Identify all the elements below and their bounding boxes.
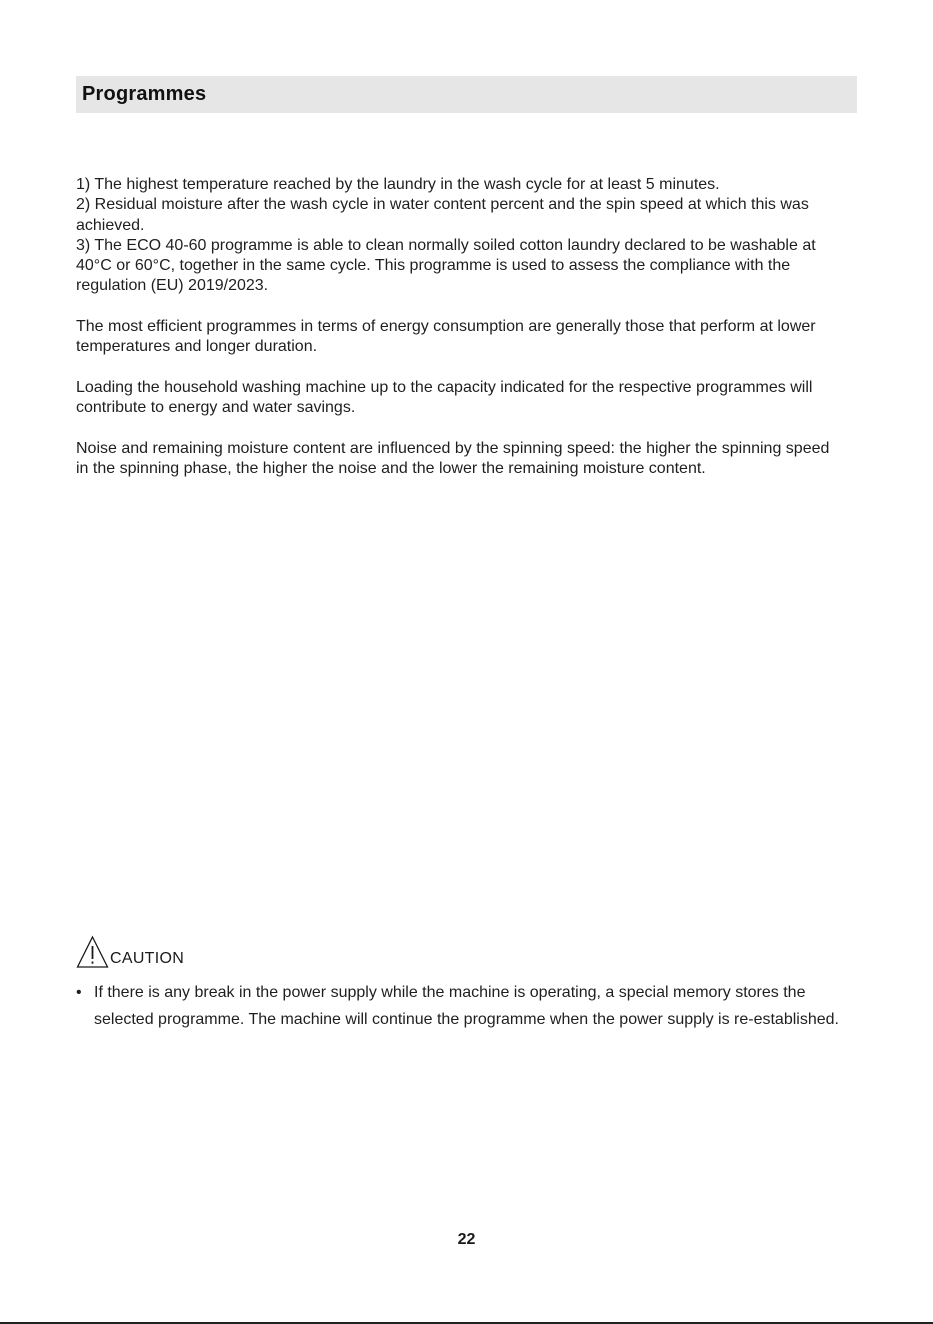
footnotes-block: [76, 175, 836, 297]
caution-bullet-text: If there is any break in the power supply while the machine is operating, a special memory stores the selected programme. The machine will continue the programme when the power supply is re-established.: [94, 984, 839, 1028]
paragraph-energy-efficiency: The most efficient programmes in terms of energy consumption are generally those that perform at lower temperatures and longer duration.: [76, 318, 816, 356]
page-number: 22: [457, 1231, 476, 1248]
caution-block: [76, 933, 857, 1033]
page-title: Programmes: [82, 83, 207, 105]
caution-heading: [76, 933, 857, 969]
caution-label: CAUTION: [110, 950, 185, 967]
bullet-dot: •: [76, 984, 82, 1001]
caution-bullet-item: [76, 980, 857, 1033]
section-header: [76, 76, 857, 113]
paragraph-noise-moisture: Noise and remaining moisture content are influenced by the spinning speed: the higher the spinning speed in the spinning phase, the higher the noise and the lower the remaining moisture content.: [76, 439, 830, 478]
paragraph-loading-capacity: Loading the household washing machine up to the capacity indicated for the respective programmes will contribute to energy and water savings.: [76, 378, 813, 417]
warning-triangle-icon: [76, 935, 109, 969]
body-text: [76, 175, 836, 500]
footnote-2: 2) Residual moisture after the wash cycle in water content percent and the spin speed at which this was achieved.: [76, 196, 809, 234]
footnote-1: 1) The highest temperature reached by the laundry in the wash cycle for at least 5 minutes.: [76, 176, 720, 193]
footnote-3: 3) The ECO 40-60 programme is able to clean normally soiled cotton laundry declared to be washable at 40°C or 60°C, together in the same cycle. This programme is used to assess the compliance with the regulation (EU) 2019/2023.: [76, 236, 816, 295]
